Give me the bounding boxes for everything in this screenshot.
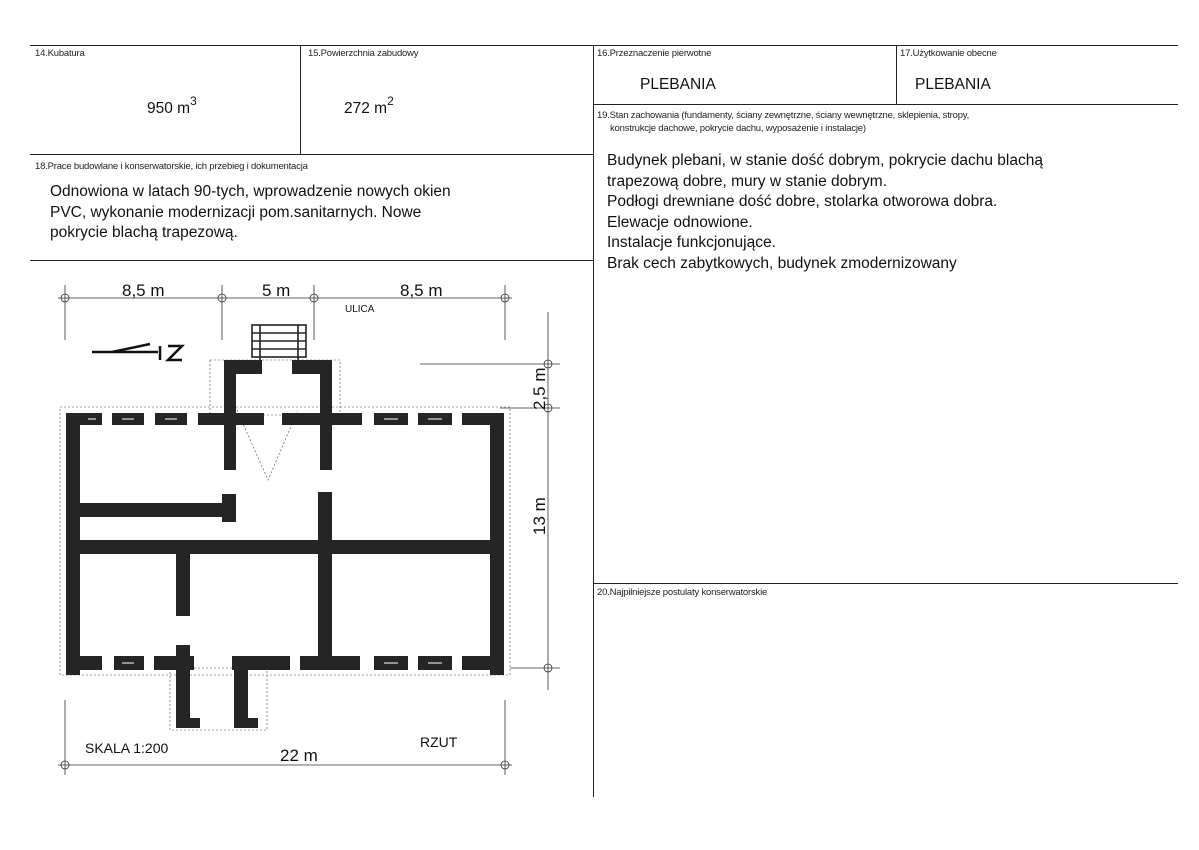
original-purpose-value: PLEBANIA <box>640 76 716 93</box>
grid-line <box>593 583 1178 584</box>
current-use-value: PLEBANIA <box>915 76 991 93</box>
field-14-label: 14.Kubatura <box>35 48 85 59</box>
field-15-label: 15.Powierzchnia zabudowy <box>308 48 419 59</box>
view-label: RZUT <box>420 734 458 750</box>
works-line: pokrycie blachą trapezową. <box>50 224 238 241</box>
grid-line <box>593 104 1178 105</box>
field-16-label: 16.Przeznaczenie pierwotne <box>597 48 712 59</box>
scale-label: SKALA 1:200 <box>85 740 169 756</box>
grid-line <box>593 45 594 797</box>
area-number: 272 m <box>344 100 388 117</box>
works-line: Odnowiona w latach 90-tych, wprowadzenie nowych okien <box>50 183 451 200</box>
street-label: ULICA <box>345 304 375 315</box>
north-arrow <box>92 344 182 360</box>
volume-exponent: 3 <box>190 94 197 108</box>
walls <box>66 360 504 728</box>
field-18-label: 18.Prace budowlane i konserwatorskie, ich przebieg i dokumentacja <box>35 161 308 172</box>
field-17-label: 17.Użytkowanie obecne <box>900 48 997 59</box>
dimension-label-depth: 13 m <box>530 497 549 535</box>
dimension-label-right: 8,5 m <box>400 281 443 300</box>
volume-number: 950 m <box>147 100 191 117</box>
dimension-label-middle: 5 m <box>262 281 291 300</box>
field-19-label-line1: 19.Stan zachowania (fundamenty, ściany zewnętrzne, ściany wewnętrzne, sklepienia, stropy, <box>597 110 970 121</box>
field-19-label-line2: konstrukcje dachowe, pokrycie dachu, wyposażenie i instalacje) <box>610 123 866 134</box>
condition-line: trapezową dobre, mury w stanie dobrym. <box>607 172 887 190</box>
front-steps <box>252 325 306 362</box>
dimension-label-porch: 2,5 m <box>530 367 549 410</box>
grid-line <box>896 45 897 104</box>
works-line: PVC, wykonanie modernizacji pom.sanitarnych. Nowe <box>50 203 422 221</box>
dimension-lines <box>58 285 560 775</box>
dimension-label-width: 22 m <box>280 746 318 765</box>
condition-line: Elewacje odnowione. <box>607 213 753 231</box>
condition-line: Brak cech zabytkowych, budynek zmodernizowany <box>607 254 957 272</box>
area-exponent: 2 <box>387 94 394 108</box>
floor-plan-drawing <box>0 0 593 850</box>
condition-line: Budynek plebani, w stanie dość dobrym, pokrycie dachu blachą <box>607 152 1043 169</box>
condition-line: Podłogi drewniane dość dobre, stolarka otworowa dobra. <box>607 193 998 210</box>
dimension-label-left: 8,5 m <box>122 281 165 300</box>
condition-line: Instalacje funkcjonujące. <box>607 234 776 251</box>
field-20-label: 20.Najpilniejsze postulaty konserwatorskie <box>597 587 768 598</box>
condition-description <box>607 151 1043 274</box>
